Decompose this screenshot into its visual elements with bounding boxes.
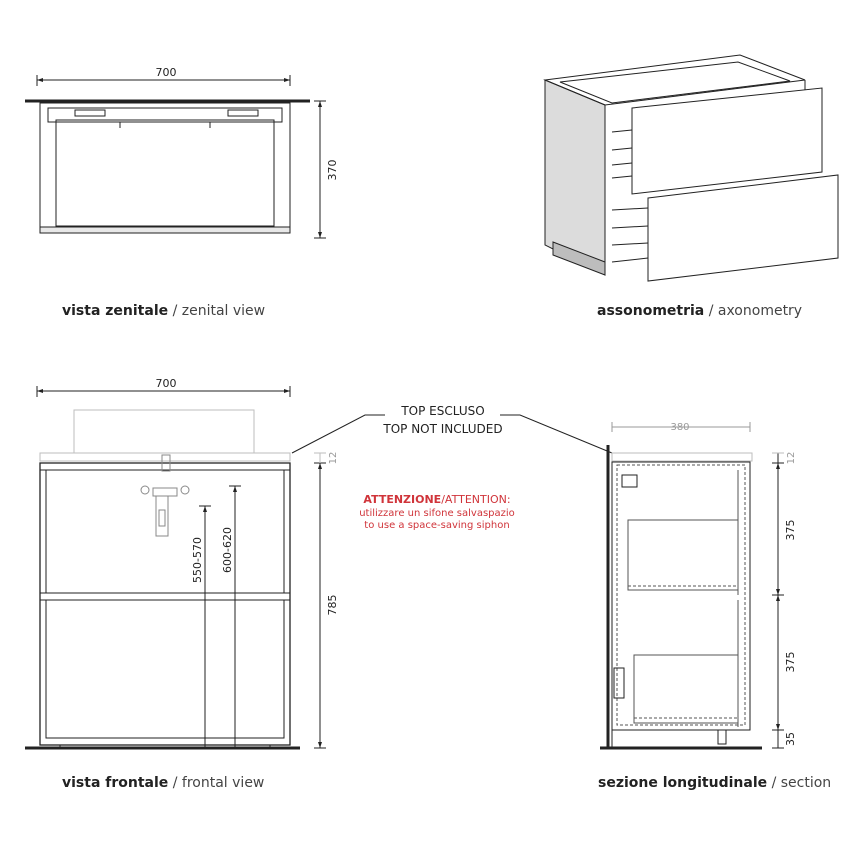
siphon-range-1-dimension: 550-570 [191, 537, 204, 583]
axonometry-caption-sep: / [704, 303, 718, 319]
front-view [25, 386, 385, 748]
section-caption-sep: / [767, 775, 781, 791]
front-width-dimension: 700 [155, 377, 177, 390]
top-view-caption [62, 303, 265, 319]
front-view-caption-en: frontal view [181, 775, 265, 791]
section-view [600, 422, 784, 748]
top-excluded-label-en: TOP NOT INCLUDED [383, 422, 503, 436]
top-view-caption-it: vista zenitale [62, 303, 169, 319]
top-width-dimension: 700 [155, 66, 177, 79]
front-height-dimension: 785 [326, 594, 339, 616]
axonometry-caption-it: assonometria [597, 303, 705, 319]
siphon-range-2-dimension: 600-620 [221, 527, 234, 573]
top-view-caption-en: zenital view [181, 303, 266, 319]
warning-title-en: ATTENTION: [444, 493, 511, 506]
top-view-caption-sep: / [168, 303, 182, 319]
front-view-caption-it: vista frontale [62, 775, 169, 791]
section-caption-it: sezione longitudinale [598, 775, 768, 791]
top-view [25, 75, 326, 238]
front-view-caption-sep: / [168, 775, 182, 791]
top-depth-dimension: 370 [326, 159, 339, 181]
top-note-leader-right [500, 415, 612, 453]
warning-title-sep: / [441, 493, 445, 506]
section-top-thickness-dimension: 12 [786, 451, 797, 465]
section-caption-en: section [780, 775, 832, 791]
front-view-caption [62, 775, 264, 791]
warning-title [363, 493, 510, 506]
section-depth-dimension: 380 [670, 422, 690, 433]
axonometry-caption-en: axonometry [717, 303, 803, 319]
warning-line-it: utilizzare un sifone salvaspazio [359, 508, 515, 519]
section-plinth-dimension: 35 [784, 732, 797, 746]
section-caption [598, 775, 831, 791]
axonometry-view [545, 55, 838, 281]
section-upper-drawer-dimension: 375 [784, 519, 797, 541]
axonometry-caption [597, 303, 802, 319]
warning-title-it: ATTENZIONE [363, 493, 442, 506]
front-top-thickness-dimension: 12 [328, 451, 339, 465]
warning-line-en: to use a space-saving siphon [364, 520, 510, 531]
top-excluded-label-it: TOP ESCLUSO [401, 404, 485, 418]
section-lower-drawer-dimension: 375 [784, 651, 797, 673]
